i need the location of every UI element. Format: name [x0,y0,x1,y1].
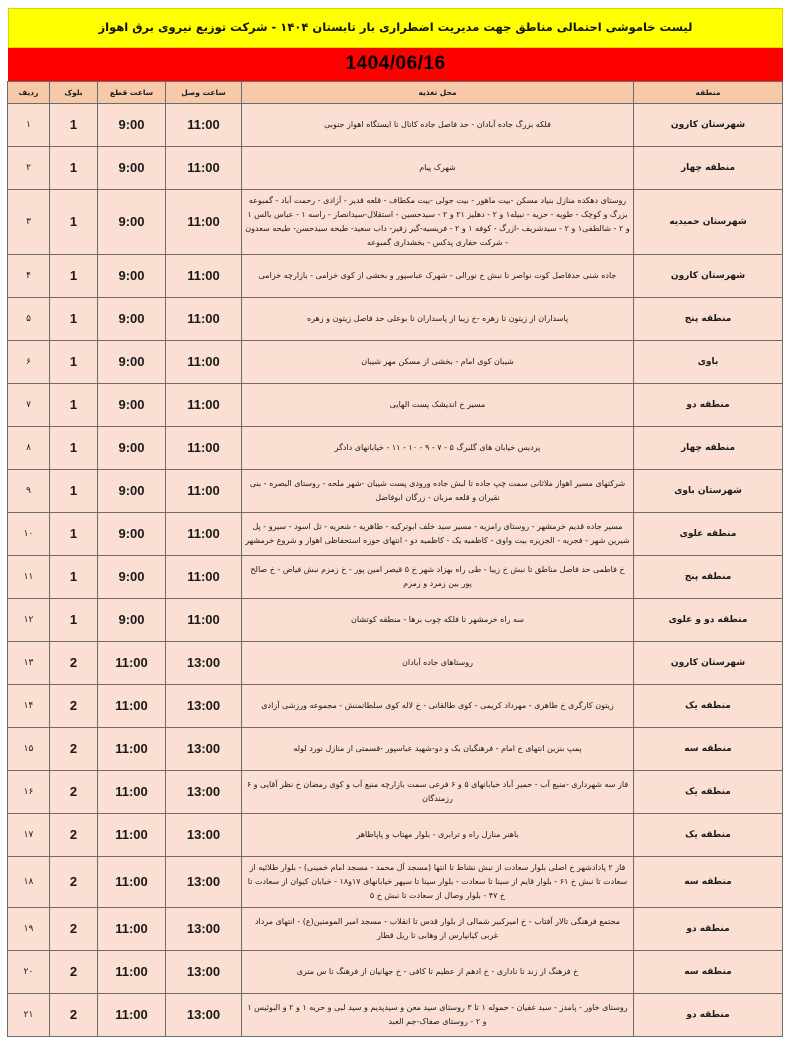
table-row [8,146,783,189]
table-row [8,770,783,813]
cell-place: جاده شنی حدفاصل کوت نواصر تا نبش خ نورالی - شهرک عباسپور و بخشی از کوی خزامی - بازارچه خزامی [242,254,634,297]
cell-block: 2 [50,770,98,813]
cell-block: 1 [50,340,98,383]
cell-off-time: 11:00 [98,641,166,684]
cell-block: 1 [50,469,98,512]
cell-zone: منطقه علوی [634,512,783,555]
cell-row-number: ۸ [8,426,50,469]
cell-off-time: 9:00 [98,426,166,469]
cell-block: 2 [50,684,98,727]
cell-place: شرکتهای مسیر اهواز ملاثانی سمت چپ جاده تا لبش جاده ورودی پست شیبان -شهر ملحه - روستای البصره - بنی نقیران و قلعه مزبان - زرگان ابوفاضل [242,469,634,512]
cell-row-number: ۱ [8,103,50,146]
cell-zone: منطقه دو و علوی [634,598,783,641]
cell-on-time: 11:00 [166,512,242,555]
cell-zone: منطقه چهار [634,426,783,469]
cell-zone: باوی [634,340,783,383]
cell-place: زیتون کارگری خ طاهری - مهرداد کریمی - کوی طالقانی - خ لاله کوی سلطانمنش - مجموعه ورزشی آزادی [242,684,634,727]
cell-on-time: 11:00 [166,555,242,598]
cell-block: 1 [50,189,98,254]
page-title: لیست خاموشی احتمالی مناطق جهت مدیریت اضطراری بار تابستان ۱۴۰۴ - شرکت توزیع نیروی برق اهواز [8,8,783,48]
cell-place: فاز سه شهرداری -منبع آب - حمیر آباد خیابانهای ۵ و ۶ فرعی سمت بازارچه منبع آب و کوی رمضان خ نظر آقایی و ۶ رزمندگان [242,770,634,813]
schedule-date: 1404/06/16 [8,48,783,81]
cell-off-time: 9:00 [98,469,166,512]
cell-on-time: 13:00 [166,727,242,770]
cell-row-number: ۱۳ [8,641,50,684]
table-row [8,254,783,297]
outage-table [7,81,783,1037]
table-row [8,383,783,426]
cell-on-time: 13:00 [166,993,242,1036]
table-row [8,512,783,555]
cell-row-number: ۳ [8,189,50,254]
cell-zone: شهرستان باوی [634,469,783,512]
cell-zone: منطقه چهار [634,146,783,189]
cell-zone: منطقه دو [634,383,783,426]
table-row [8,297,783,340]
cell-place: پمپ بنزین انتهای خ امام - فرهنگیان یک و دو-شهید عباسپور -قسمتی از منازل نورد لوله [242,727,634,770]
cell-zone: منطقه دو [634,993,783,1036]
cell-row-number: ۲ [8,146,50,189]
column-header-row: ردیف [8,81,50,103]
cell-block: 1 [50,103,98,146]
cell-off-time: 11:00 [98,684,166,727]
table-row [8,469,783,512]
cell-on-time: 13:00 [166,813,242,856]
cell-block: 2 [50,993,98,1036]
cell-zone: منطقه سه [634,727,783,770]
cell-on-time: 11:00 [166,103,242,146]
cell-row-number: ۶ [8,340,50,383]
cell-on-time: 11:00 [166,254,242,297]
cell-off-time: 11:00 [98,813,166,856]
cell-on-time: 11:00 [166,383,242,426]
cell-on-time: 11:00 [166,146,242,189]
cell-on-time: 11:00 [166,297,242,340]
cell-zone: منطقه یک [634,684,783,727]
cell-row-number: ۱۹ [8,907,50,950]
table-header-row [8,81,783,103]
cell-on-time: 11:00 [166,340,242,383]
cell-block: 1 [50,555,98,598]
cell-on-time: 13:00 [166,907,242,950]
cell-off-time: 9:00 [98,598,166,641]
cell-on-time: 11:00 [166,598,242,641]
cell-on-time: 13:00 [166,770,242,813]
table-row [8,950,783,993]
cell-row-number: ۷ [8,383,50,426]
cell-block: 2 [50,856,98,907]
cell-row-number: ۱۶ [8,770,50,813]
cell-off-time: 9:00 [98,254,166,297]
table-row [8,426,783,469]
cell-zone: منطقه دو [634,907,783,950]
cell-on-time: 11:00 [166,469,242,512]
table-row [8,189,783,254]
cell-place: فاز ۲ پادادشهر خ اصلی بلوار سعادت از نبش نشاط تا انتها (مسجد آل محمد - مسجد امام خمینی) - بلوار طلائیه از سعادت تا نبش خ ۶۱ - بلوار قایم از سینا تا سعادت - بلوار سینا تا سپهر خیابانهای ۱۷و۱۸ - خیابان کیوان از سعادت تا خ ۴۷ - بلوار وصال از سعادت تا نبش خ ۵ [242,856,634,907]
cell-block: 2 [50,813,98,856]
cell-row-number: ۵ [8,297,50,340]
cell-on-time: 13:00 [166,950,242,993]
table-row [8,993,783,1036]
table-body [8,103,783,1036]
cell-place: شهرک پیام [242,146,634,189]
column-header-place: محل تغذیه [242,81,634,103]
cell-off-time: 9:00 [98,512,166,555]
table-row [8,340,783,383]
cell-block: 1 [50,146,98,189]
table-row [8,598,783,641]
table-row [8,641,783,684]
cell-row-number: ۲۱ [8,993,50,1036]
table-row [8,813,783,856]
cell-zone: شهرستان حمیدیه [634,189,783,254]
cell-place: خ فاطمی حد فاصل مناطق تا نبش خ زیبا - طی راه بهزاد شهر خ ۵ قیصر امین پور - خ زمزم نبش فیاض - خ صالح پور بین زمرد و زمزم [242,555,634,598]
cell-block: 1 [50,254,98,297]
table-row [8,856,783,907]
cell-on-time: 13:00 [166,856,242,907]
cell-zone: شهرستان کارون [634,103,783,146]
cell-place: مجتمع فرهنگی تالار آفتاب - خ امیرکبیر شمالی از بلوار قدس تا انقلاب - مسجد امیر المومنین(ع) - انتهای مرداد غربی کیانپارس از وهابی تا ریل قطار [242,907,634,950]
cell-block: 2 [50,641,98,684]
cell-off-time: 11:00 [98,727,166,770]
table-row [8,727,783,770]
cell-zone: منطقه یک [634,813,783,856]
cell-off-time: 9:00 [98,555,166,598]
table-row [8,103,783,146]
cell-zone: منطقه پنج [634,297,783,340]
cell-on-time: 11:00 [166,189,242,254]
cell-off-time: 9:00 [98,189,166,254]
cell-place: روستای دهکده منازل بنیاد مسکن -بیت ماهور - بیت جولی -بیت مکطاف - قلعه قدیر - آزادی - رحمت آباد - گمبوعه بزرگ و کوچک - طویه - حزیه - نبیله۱ و ۲ - دهلیز ۲۱ و ۲ - سیدحسین - استقلال-سیدانصار - راسه ۱ - عباس بالس ۱ و ۲ - شالطفی۱ و ۲ - سیدشریف -ازرگ - کوفه ۱ و ۲ - فریسیه-گیر زفیر- داب سعید- طیحه سیدحسن- طیحه سعدون - شرکت حفاری پدکس - بخشداری گمبوعه [242,189,634,254]
cell-off-time: 11:00 [98,950,166,993]
cell-zone: شهرستان کارون [634,254,783,297]
cell-row-number: ۱۲ [8,598,50,641]
column-header-off-time: ساعت قطع [98,81,166,103]
cell-place: خ فرهنگ از زند تا ناداری - خ ادهم از عظیم تا کافی - خ جهانیان از فرهنگ تا س متری [242,950,634,993]
cell-place: پاسداران از زیتون تا زهره -خ زیبا از پاسداران تا بوعلی حد فاصل زیتون و زهره [242,297,634,340]
cell-off-time: 11:00 [98,993,166,1036]
cell-zone: منطقه سه [634,856,783,907]
cell-place: روستاهای جاده آبادان [242,641,634,684]
cell-row-number: ۱۸ [8,856,50,907]
cell-row-number: ۱۱ [8,555,50,598]
cell-block: 1 [50,598,98,641]
cell-place: مسیر خ اندیشک پست الهایی [242,383,634,426]
cell-place: شیبان کوی امام - بخشی از مسکن مهر شیبان [242,340,634,383]
cell-row-number: ۱۷ [8,813,50,856]
cell-off-time: 11:00 [98,907,166,950]
cell-row-number: ۹ [8,469,50,512]
cell-zone: منطقه سه [634,950,783,993]
cell-off-time: 9:00 [98,103,166,146]
cell-off-time: 9:00 [98,146,166,189]
column-header-block: بلوک [50,81,98,103]
cell-block: 1 [50,512,98,555]
cell-off-time: 11:00 [98,856,166,907]
cell-on-time: 13:00 [166,684,242,727]
cell-zone: شهرستان کارون [634,641,783,684]
cell-place: سه راه خرمشهر تا فلکه چوب برها - منطقه کوتشان [242,598,634,641]
cell-off-time: 9:00 [98,340,166,383]
cell-place: باهنر منازل راه و ترابری - بلوار مهتاب و پاپاطاهر [242,813,634,856]
cell-block: 1 [50,426,98,469]
cell-block: 2 [50,950,98,993]
cell-off-time: 11:00 [98,770,166,813]
column-header-zone: منطقه [634,81,783,103]
column-header-on-time: ساعت وصل [166,81,242,103]
cell-zone: منطقه یک [634,770,783,813]
cell-off-time: 9:00 [98,383,166,426]
cell-block: 1 [50,383,98,426]
cell-block: 2 [50,727,98,770]
cell-row-number: ۱۵ [8,727,50,770]
cell-place: فلکه بزرگ جاده آبادان - حد فاصل جاده کانال تا ایستگاه اهواز جنوبی [242,103,634,146]
cell-row-number: ۱۰ [8,512,50,555]
cell-row-number: ۱۴ [8,684,50,727]
cell-row-number: ۲۰ [8,950,50,993]
table-row [8,684,783,727]
cell-place: پردیس خیابان های گلبرگ ۵ - ۷ - ۹ - ۱۰ - ۱۱ - خیابانهای دادگر [242,426,634,469]
cell-zone: منطقه پنج [634,555,783,598]
table-row [8,555,783,598]
cell-on-time: 13:00 [166,641,242,684]
cell-place: مسیر جاده قدیم خرمشهر - روستای رامزیه - مسیر سید خلف ابوترکیه - طاهریه - شعریه - تل اسود - سیرو - پل شیرین شهر - فجریه - الجزیره بیت واوی - کاظمیه یک - کاظمیه دو - انتهای حوزه استحفاظی اهواز و شروع خرمشهر [242,512,634,555]
cell-off-time: 9:00 [98,297,166,340]
cell-place: روستای خاور - پامدز - سید غفیان - حموله ۱ تا ۳ روستای سید معن و سیدپدیم و سید لبی و حریه ۱ و ۲ و البوئیس ۱ و ۲ - روستای صفاک-جم العبد [242,993,634,1036]
cell-on-time: 11:00 [166,426,242,469]
cell-block: 2 [50,907,98,950]
cell-block: 1 [50,297,98,340]
cell-row-number: ۴ [8,254,50,297]
table-row [8,907,783,950]
